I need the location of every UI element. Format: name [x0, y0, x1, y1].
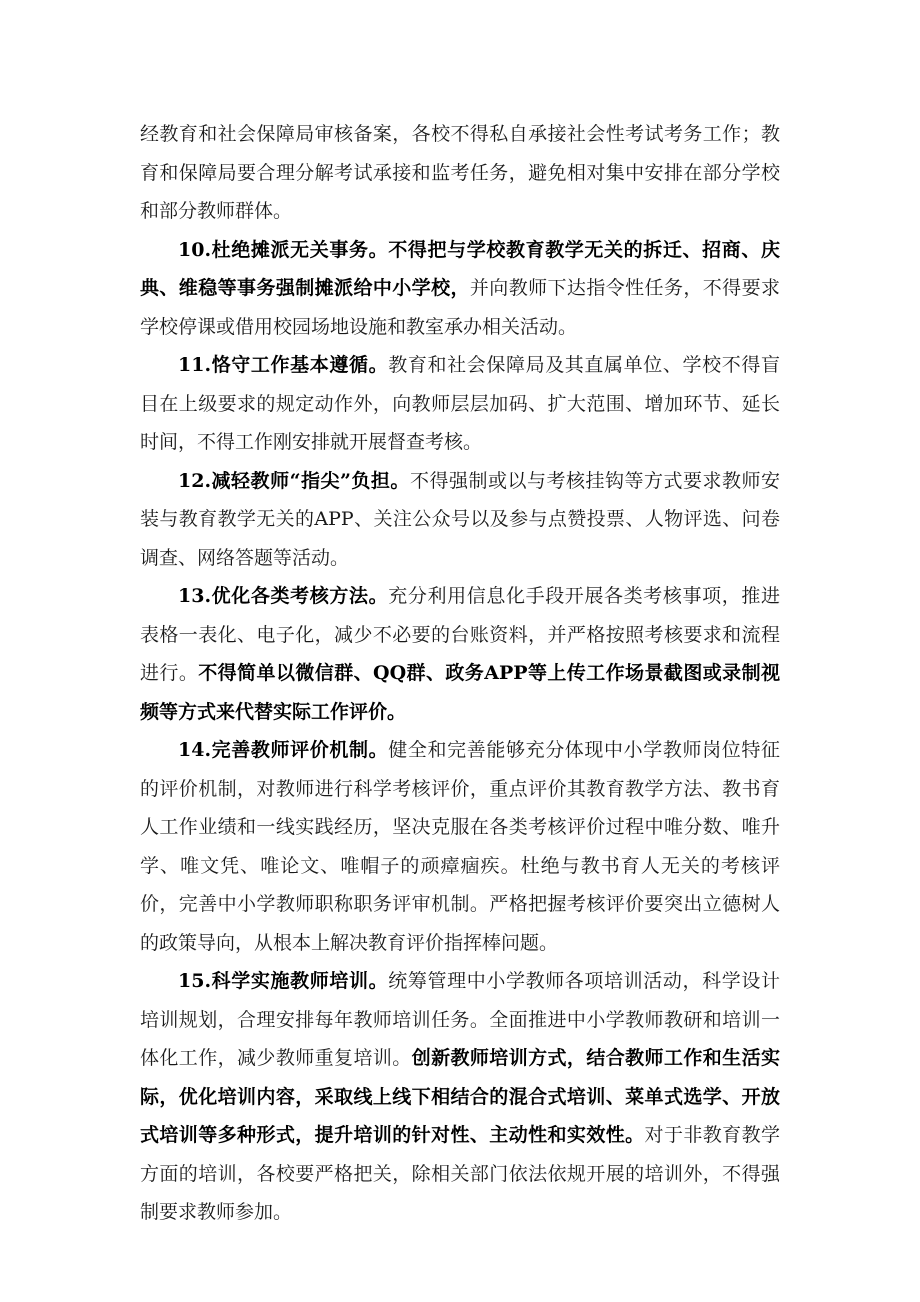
text-run: 健全和完善能够充分体现中小学教师岗位特征的评价机制，对教师进行科学考核评价，重点评价其教育教学方法、教书育人工作业绩和一线实践经历，坚决克服在各类考核评价过程中唯分数、唯升学、唯文凭、唯论文、唯帽子的顽瘴痼疾。杜绝与教书育人无关的考核评价，完善中小学教师职称职务评审机制。严格把握考核评价要突出立德树人的政策导向，从根本上解决教育评价指挥棒问题。 — [140, 739, 780, 954]
text-run: 对于非教育教学方面的培训，各校要严格把关，除相关部门依法依规开展的培训外，不得强制要求教师参加。 — [140, 1124, 780, 1223]
paragraph-item-10 — [140, 231, 780, 347]
text-run: 统筹管理中小学教师各项培训活动，科学设计培训规划，合理安排每年教师培训任务。全面推进中小学教师教研和培训一体化工作，减少教师重复培训。 — [140, 970, 780, 1069]
item-heading: 13.优化各类考核方法。 — [178, 585, 389, 607]
document-body — [140, 115, 780, 1232]
paragraph-item-13 — [140, 577, 780, 731]
bold-text-run: 不得简单以微信群、QQ群、政务APP等上传工作场景截图或录制视频等方式来代替实际工作评价。 — [140, 662, 780, 723]
paragraph-item-11 — [140, 346, 780, 462]
text-run: 不得强制或以与考核挂钩等方式要求教师安装与教育教学无关的APP、关注公众号以及参与点赞投票、人物评选、问卷调查、网络答题等活动。 — [140, 469, 780, 569]
paragraph-item-14 — [140, 731, 780, 962]
item-heading: 11.恪守工作基本遵循。 — [178, 354, 389, 376]
item-heading: 10.杜绝摊派无关事务。不得把与学校教育教学无关的拆迁、招商、庆典、维稳等事务强制摊派给中小学校， — [140, 238, 780, 299]
bold-text-run: 创新教师培训方式，结合教师工作和生活实际，优化培训内容，采取线上线下相结合的混合式培训、菜单式选学、开放式培训等多种形式，提升培训的针对性、主动性和实效性。 — [140, 1047, 780, 1146]
text-run: 并向教师下达指令性任务，不得要求学校停课或借用校园场地设施和教室承办相关活动。 — [140, 277, 780, 338]
text-run: 充分利用信息化手段开展各类考核事项，推进表格一表化、电子化，减少不必要的台账资料，并严格按照考核要求和流程进行。 — [140, 585, 780, 684]
text-run: 教育和社会保障局及其直属单位、学校不得盲目在上级要求的规定动作外，向教师层层加码、扩大范围、增加环节、延长时间，不得工作刚安排就开展督查考核。 — [140, 354, 780, 453]
paragraph-item-12 — [140, 462, 780, 578]
item-heading: 12.减轻教师“指尖”负担。 — [178, 469, 410, 492]
paragraph-continuation — [140, 115, 780, 231]
paragraph-item-15 — [140, 962, 780, 1232]
item-heading: 15.科学实施教师培训。 — [178, 970, 389, 992]
item-heading: 14.完善教师评价机制。 — [178, 739, 389, 761]
text-run: 经教育和社会保障局审核备案，各校不得私自承接社会性考试考务工作；教育和保障局要合理分解考试承接和监考任务，避免相对集中安排在部分学校和部分教师群体。 — [140, 123, 780, 222]
